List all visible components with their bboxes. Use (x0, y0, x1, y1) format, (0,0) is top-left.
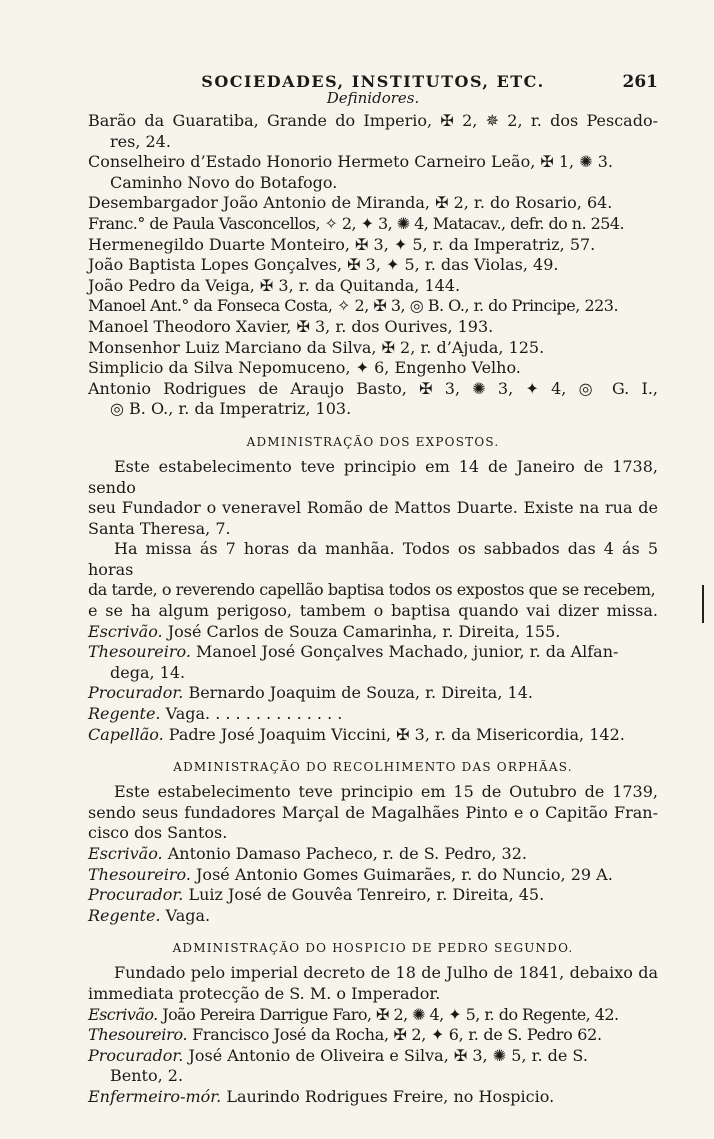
role-label: Escrivão. (88, 844, 163, 863)
role-label: Escrivão. (88, 1004, 158, 1024)
role-label: Thesoureiro. (88, 1025, 188, 1045)
list-item: Barão da Guaratiba, Grande do Imperio, ✠ 2, ✵ 2, r. dos Pescado- (88, 111, 658, 130)
list-item: Manoel Theodoro Xavier, ✠ 3, r. dos Ourives, 193. (88, 316, 494, 336)
list-item: Monsenhor Luiz Marciano da Silva, ✠ 2, r. d’Ajuda, 125. (88, 337, 545, 357)
list-item: Conselheiro d’Estado Honorio Hermeto Carneiro Leão, ✠ 1, ✺ 3. (88, 152, 613, 172)
list-item: Desembargador João Antonio de Miranda, ✠ 2, r. do Rosario, 64. (88, 193, 613, 213)
section-subtitle: Definidores. (326, 89, 420, 107)
list-item: Franc.° de Paula Vasconcellos, ✧ 2, ✦ 3, ✺ 4, Matacav., defr. do n. 254. (88, 213, 625, 233)
role-label: Enfermeiro-mór. (88, 1086, 222, 1106)
paragraph-line: Este estabelecimento teve principio em 14 de Janeiro de 1738, sendo (88, 456, 658, 497)
role-label: Capellão. (88, 724, 164, 744)
expostos-section (88, 457, 658, 745)
list-item: Hermenegildo Duarte Monteiro, ✠ 3, ✦ 5, r. da Imperatriz, 57. (88, 234, 596, 254)
role-value: Laurindo Rodrigues Freire, no Hospicio. (226, 1086, 555, 1106)
definidores-list (88, 111, 658, 420)
list-item: res, 24. (110, 131, 171, 151)
list-item: João Pedro da Veiga, ✠ 3, r. da Quitanda, 144. (88, 275, 461, 295)
role-value-continuation: dega, 14. (110, 662, 186, 682)
section-heading-hospicio: ADMINISTRAÇÃO DO HOSPICIO DE PEDRO SEGUNDO. (172, 941, 574, 956)
section-heading-orphaas: ADMINISTRAÇÃO DO RECOLHIMENTO DAS ORPHÃAS. (173, 760, 573, 775)
paragraph-line: immediata protecção de S. M. o Imperador. (88, 983, 441, 1003)
page-number: 261 (622, 72, 658, 92)
paragraph-line: seu Fundador o veneravel Romão de Mattos Duarte. Existe na rua de (88, 498, 658, 518)
page-title: SOCIEDADES, INSTITUTOS, ETC. (201, 72, 545, 91)
list-item: Simplicio da Silva Nepomuceno, ✦ 6, Engenho Velho. (88, 358, 521, 378)
role-label: Thesoureiro. (88, 864, 191, 884)
list-item: João Baptista Lopes Gonçalves, ✠ 3, ✦ 5, r. das Violas, 49. (88, 255, 559, 275)
list-item: Manoel Ant.° da Fonseca Costa, ✧ 2, ✠ 3, ◎ B. O., r. do Principe, 223. (88, 296, 619, 316)
role-label: Procurador. (88, 885, 184, 905)
paragraph-line: e se ha algum perigoso, tambem o baptisa quando vai dizer missa. (88, 601, 658, 621)
orphaas-section (88, 782, 658, 926)
role-value-continuation: Bento, 2. (110, 1066, 184, 1086)
role-value: Vaga. (165, 905, 211, 925)
hospicio-section (88, 963, 658, 1107)
role-value: João Pereira Darrigue Faro, ✠ 2, ✺ 4, ✦ 5, r. do Regente, 42. (162, 1004, 619, 1024)
role-label: Procurador. (88, 683, 184, 703)
role-value: Francisco José da Rocha, ✠ 2, ✦ 6, r. de S. Pedro 62. (192, 1025, 602, 1045)
role-value: José Carlos de Souza Camarinha, r. Direita, 155. (167, 621, 561, 641)
role-value: Antonio Damaso Pacheco, r. de S. Pedro, 32. (167, 844, 527, 863)
role-value: Bernardo Joaquim de Souza, r. Direita, 14. (188, 683, 533, 703)
paragraph-line: Este estabelecimento teve principio em 15 de Outubro de 1739, (114, 782, 658, 802)
paragraph-line: Ha missa ás 7 horas da manhãa. Todos os sabbados das 4 ás 5 horas (88, 539, 658, 579)
role-label: Thesoureiro. (88, 642, 191, 662)
list-item: Caminho Novo do Botafogo. (110, 172, 338, 192)
role-value: José Antonio de Oliveira e Silva, ✠ 3, ✺ 5, r. de S. (188, 1045, 588, 1065)
role-value: Vaga. . . . . . . . . . . . . . (165, 704, 343, 724)
role-value: Luiz José de Gouvêa Tenreiro, r. Direita, 45. (188, 885, 545, 905)
role-label: Escrivão. (88, 621, 163, 641)
paragraph-line: Fundado pelo imperial decreto de 18 de Julho de 1841, debaixo da (114, 963, 658, 983)
paragraph-line: cisco dos Santos. (88, 823, 228, 843)
role-label: Regente. (88, 704, 161, 724)
paragraph-line: sendo seus fundadores Marçal de Magalhães Pinto e o Capitão Fran- (88, 802, 658, 822)
paragraph-line: da tarde, o reverendo capellão baptisa todos os expostos que se recebem, (88, 580, 656, 600)
running-header (88, 72, 658, 91)
list-item: Antonio Rodrigues de Araujo Basto, ✠ 3, ✺ 3, ✦ 4, ◎ G. I., (88, 378, 658, 398)
list-item: ◎ B. O., r. da Imperatriz, 103. (110, 399, 352, 419)
paragraph-line: Santa Theresa, 7. (88, 518, 231, 538)
role-label: Regente. (88, 905, 161, 925)
margin-mark (702, 585, 704, 623)
role-value: Padre José Joaquim Viccini, ✠ 3, r. da Misericordia, 142. (168, 724, 625, 744)
section-heading-expostos: ADMINISTRAÇÃO DOS EXPOSTOS. (246, 434, 500, 449)
role-value: Manoel José Gonçalves Machado, junior, r. da Alfan- (196, 642, 619, 662)
role-value: José Antonio Gomes Guimarães, r. do Nuncio, 29 A. (196, 864, 613, 884)
role-label: Procurador. (88, 1045, 184, 1065)
